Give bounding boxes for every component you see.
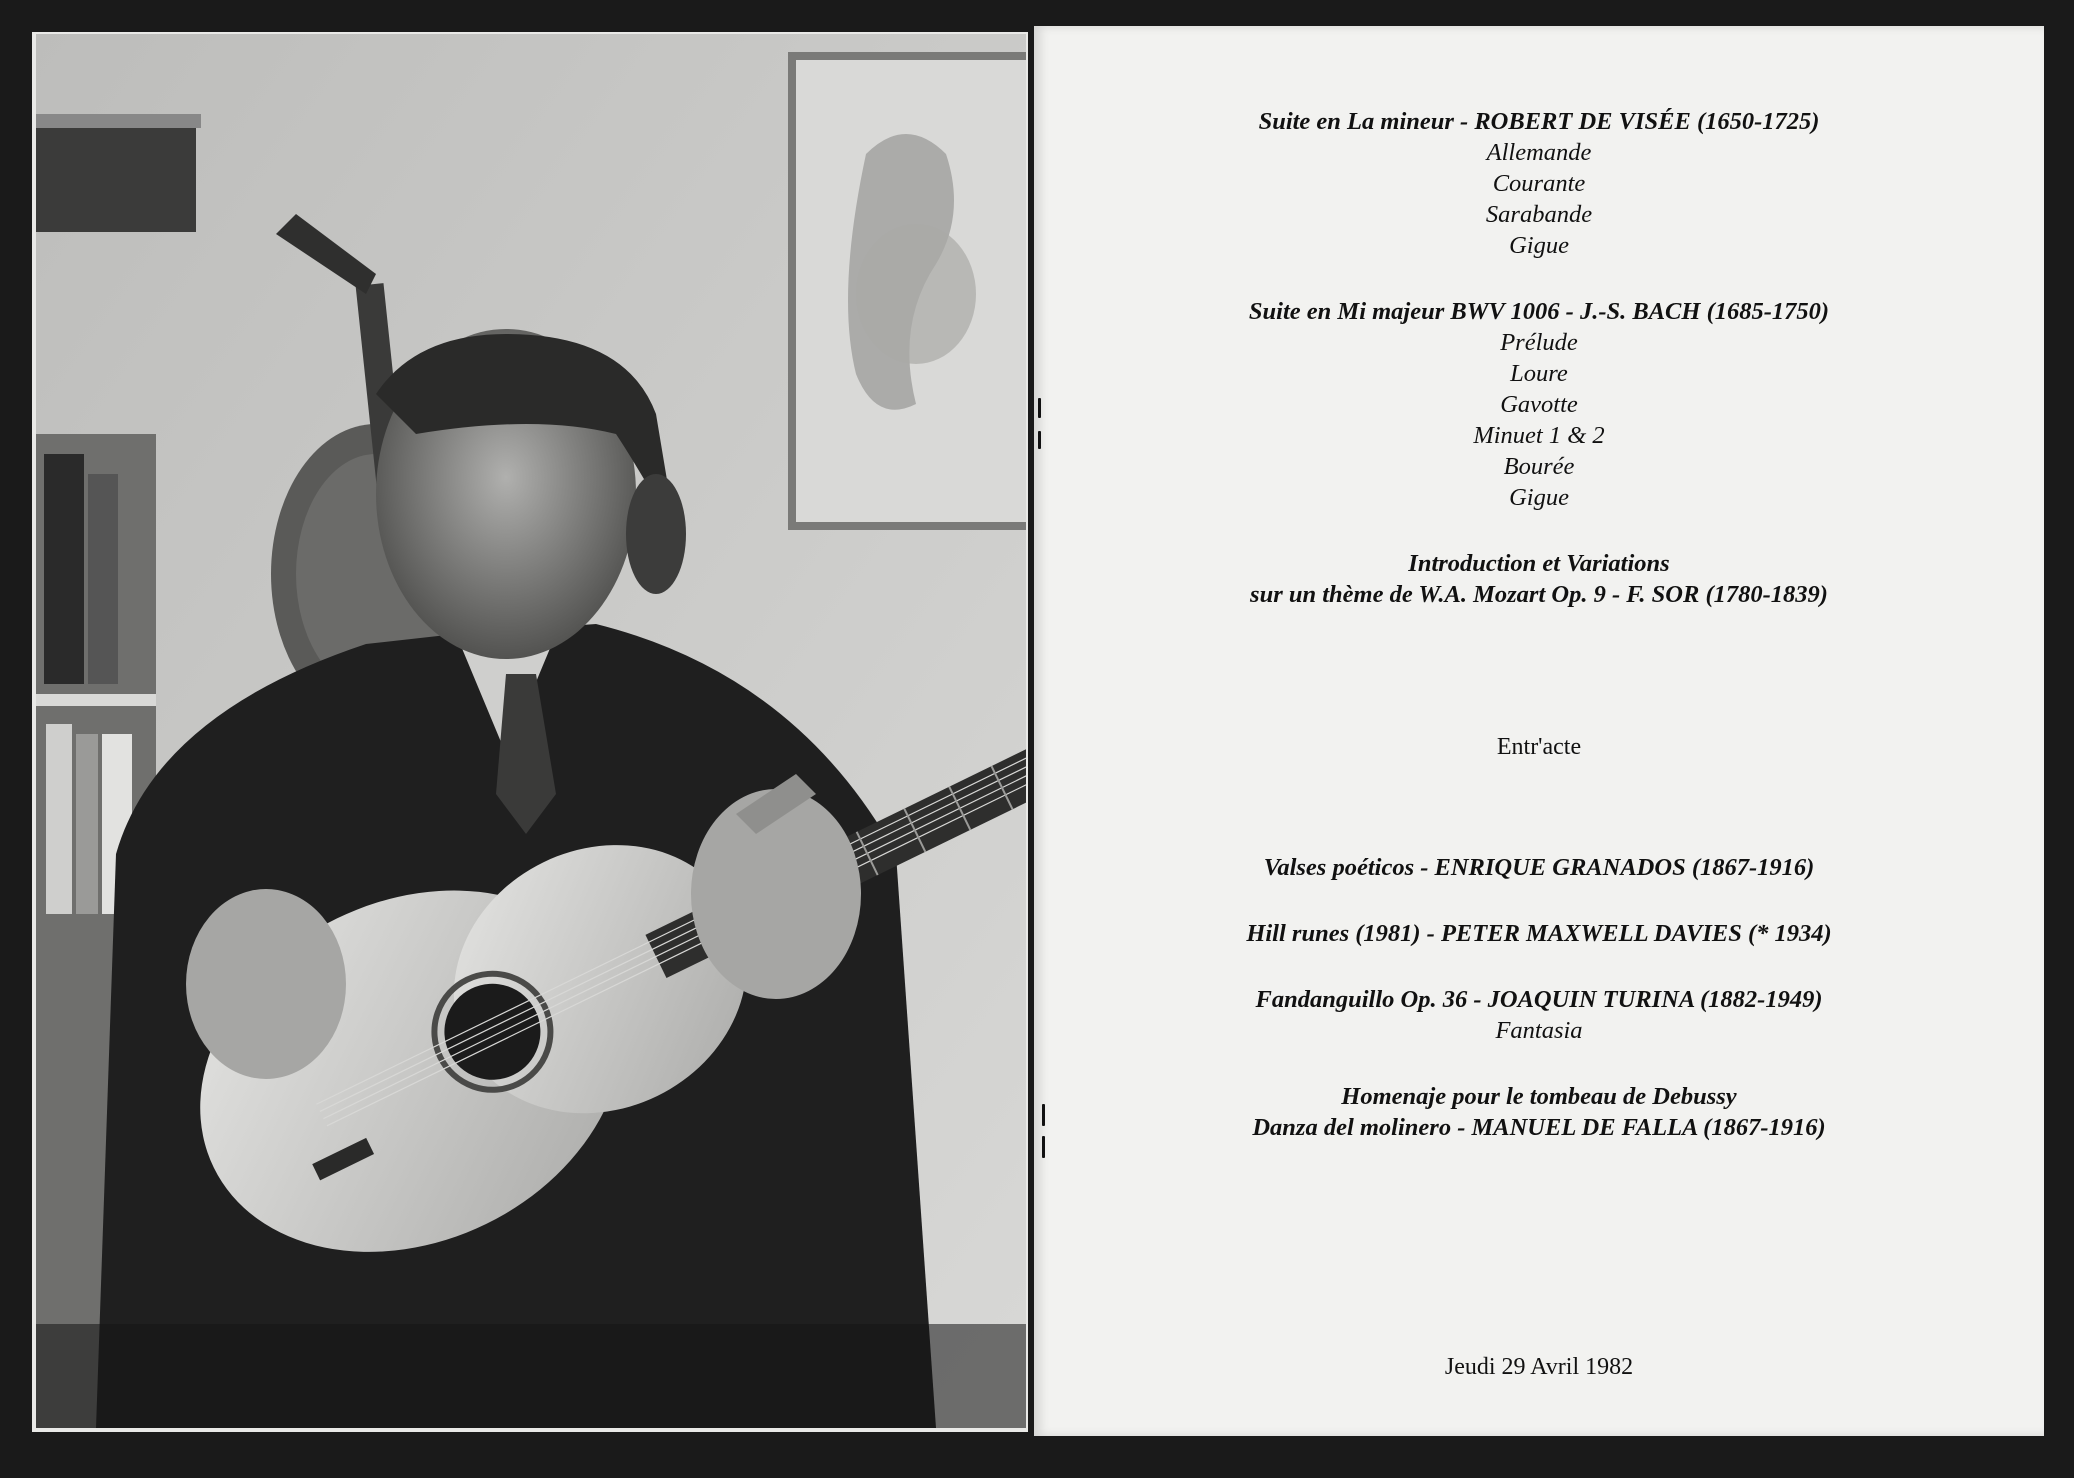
program-page (1034, 26, 2044, 1436)
movement-item: Gigue (1509, 232, 1569, 259)
movement-item: Gavotte (1500, 391, 1578, 418)
movement-item: Courante (1492, 170, 1586, 197)
movement-item: Bourée (1503, 453, 1575, 480)
movement-item: Allemande (1486, 139, 1592, 166)
movement-item: Sarabande (1485, 201, 1593, 228)
movement-item: Minuet 1 & 2 (1473, 422, 1605, 449)
granados-title: Valses poéticos - ENRIQUE GRANADOS (1867-1916) (1263, 854, 1815, 881)
sor-title-line1: Introduction et Variations (1408, 550, 1670, 577)
photo-page (32, 32, 1028, 1432)
suite-visee-title: Suite en La mineur - ROBERT DE VISÉE (1650-1725) (1258, 108, 1820, 135)
turina-title: Fandanguillo Op. 36 - JOAQUIN TURINA (1882-1949) (1255, 986, 1823, 1013)
guitarist-photo (36, 34, 1026, 1428)
movement-item: Prélude (1500, 329, 1578, 356)
concert-program-second-half (1034, 852, 2044, 1143)
suite-bach-title: Suite en Mi majeur BWV 1006 - J.-S. BACH (1685-1750) (1248, 298, 1830, 325)
movement-item: Gigue (1509, 484, 1569, 511)
sor-title-line2: sur un thème de W.A. Mozart Op. 9 - F. SOR (1780-1839) (1250, 581, 1828, 608)
concert-program (1034, 106, 2044, 610)
davies-title: Hill runes (1981) - PETER MAXWELL DAVIES (* 1934) (1246, 920, 1832, 947)
entracte-heading: Entr'acte (1496, 734, 1582, 760)
falla-title-line1: Homenaje pour le tombeau de Debussy (1341, 1083, 1737, 1110)
concert-date: Jeudi 29 Avril 1982 (1444, 1354, 1634, 1380)
falla-title-line2: Danza del molinero - MANUEL DE FALLA (1867-1916) (1252, 1114, 1826, 1141)
turina-subtitle: Fantasia (1495, 1017, 1583, 1044)
movement-item: Loure (1510, 360, 1568, 387)
